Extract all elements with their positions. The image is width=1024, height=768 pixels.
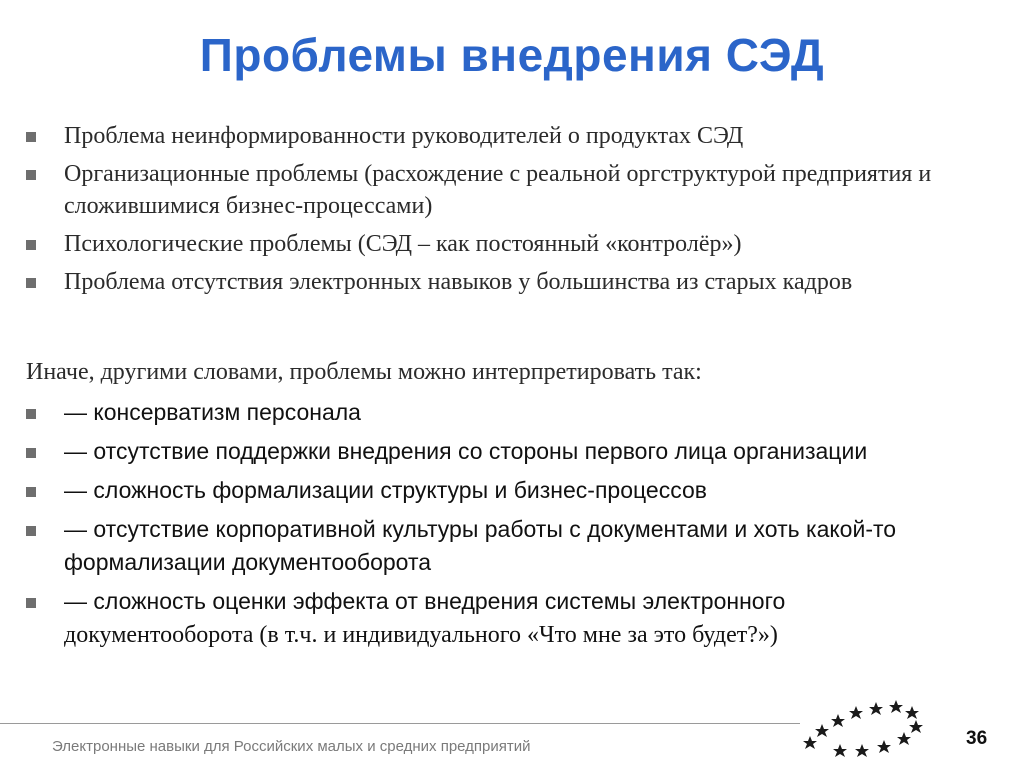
- square-bullet-icon: [26, 409, 36, 419]
- page-title: Проблемы внедрения СЭД: [199, 29, 825, 81]
- square-bullet-icon: [26, 598, 36, 608]
- eu-stars-logo: [800, 696, 930, 760]
- star-icon: [833, 744, 847, 757]
- list-item: [26, 585, 1006, 652]
- list-item: [26, 120, 1006, 152]
- star-icon: [803, 736, 817, 749]
- list-item-text: Организационные проблемы (расхождение с реальной оргструктурой предприятия и сложившимися бизнес-процессами): [64, 161, 932, 219]
- star-icon: [877, 740, 891, 753]
- list-item: [26, 396, 1006, 429]
- list-item-text: — консерватизм персонала: [64, 399, 361, 425]
- page-number: 36: [966, 728, 988, 749]
- square-bullet-icon: [26, 240, 36, 250]
- square-bullet-icon: [26, 526, 36, 536]
- list-item-text: — сложность формализации структуры и бизнес-процессов: [64, 477, 707, 503]
- list-item-text: Проблема отсутствия электронных навыков у большинства из старых кадров: [64, 269, 853, 295]
- square-bullet-icon: [26, 487, 36, 497]
- star-icon: [815, 724, 829, 737]
- star-icon: [889, 700, 903, 713]
- list-item: [26, 266, 1006, 298]
- problems-list: [26, 120, 1006, 304]
- list-item-text-serif: документооборота (в т.ч. и индивидуального «Что мне за это будет?»): [64, 622, 778, 648]
- square-bullet-icon: [26, 278, 36, 288]
- list-item: [26, 513, 1006, 579]
- interpretation-list: [26, 396, 1006, 658]
- star-icon: [849, 706, 863, 719]
- square-bullet-icon: [26, 448, 36, 458]
- list-item: [26, 228, 1006, 260]
- square-bullet-icon: [26, 132, 36, 142]
- footer-divider: [0, 723, 800, 724]
- star-icon: [869, 702, 883, 715]
- list-item-text: Проблема неинформированности руководителей о продуктах СЭД: [64, 123, 744, 149]
- list-item: [26, 474, 1006, 507]
- list-item: [26, 435, 1006, 468]
- star-icon: [855, 744, 869, 757]
- square-bullet-icon: [26, 170, 36, 180]
- list-item: [26, 158, 1006, 222]
- intro-text: Иначе, другими словами, проблемы можно интерпретировать так:: [26, 359, 702, 385]
- footer-text: Электронные навыки для Российских малых и средних предприятий: [52, 738, 531, 755]
- star-icon: [905, 706, 919, 719]
- star-icon: [897, 732, 911, 745]
- list-item-text: — отсутствие корпоративной культуры работы с документами и хоть какой-то формализации документооборота: [64, 516, 897, 575]
- list-item-text: Психологические проблемы (СЭД – как постоянный «контролёр»): [64, 231, 742, 257]
- star-icon: [909, 720, 923, 733]
- list-item-text: — сложность оценки эффекта от внедрения системы электронного: [64, 588, 786, 614]
- star-icon: [831, 714, 845, 727]
- list-item-text: — отсутствие поддержки внедрения со стороны первого лица организации: [64, 438, 868, 464]
